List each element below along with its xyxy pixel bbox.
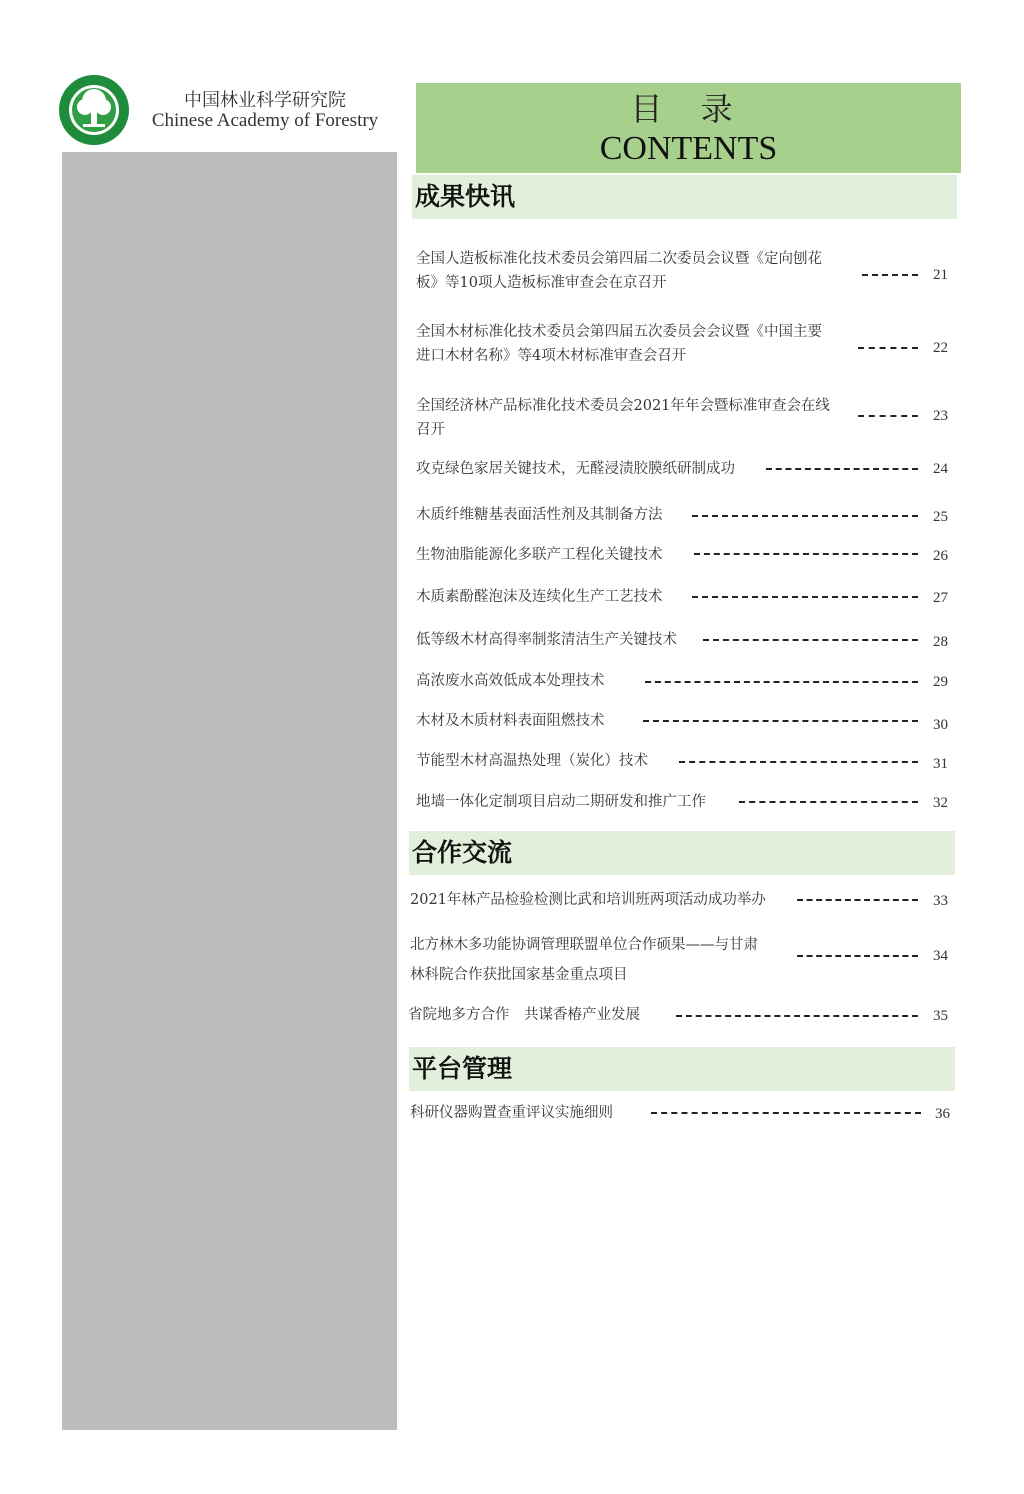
dot-leader xyxy=(694,553,918,555)
toc-entry-line: 2021年林产品检验检测比武和培训班两项活动成功举办 xyxy=(410,892,766,908)
toc-entry-line: 召开 xyxy=(416,422,445,438)
dot-leader xyxy=(766,468,918,470)
page-number: 36 xyxy=(935,1106,950,1122)
dot-leader xyxy=(739,801,918,803)
toc-entry-line: 全国经济林产品标准化技术委员会2021年年会暨标准审查会在线 xyxy=(416,398,830,414)
section-header: 成果快讯 xyxy=(412,175,957,219)
toc-entry[interactable] xyxy=(416,749,676,773)
toc-entry-line: 进口木材名称》等4项木材标准审查会召开 xyxy=(416,348,687,364)
toc-entry-line: 生物油脂能源化多联产工程化关键技术 xyxy=(416,547,663,563)
dot-leader xyxy=(645,681,918,683)
dot-leader xyxy=(679,761,918,763)
page-number: 27 xyxy=(933,590,948,606)
toc-entry-line: 木质纤维糖基表面活性剂及其制备方法 xyxy=(416,507,663,523)
section-header: 平台管理 xyxy=(409,1047,955,1091)
toc-entry[interactable] xyxy=(410,1101,650,1125)
toc-entry[interactable] xyxy=(416,709,646,733)
contents-title-en: CONTENTS xyxy=(599,130,778,167)
contents-header xyxy=(416,83,961,173)
toc-entry[interactable] xyxy=(416,669,646,693)
toc-entry-line: 科研仪器购置查重评议实施细则 xyxy=(410,1105,613,1121)
toc-entry[interactable] xyxy=(410,930,790,990)
dot-leader xyxy=(858,415,918,417)
toc-entry-line: 低等级木材高得率制浆清洁生产关键技术 xyxy=(416,632,677,648)
toc-entry-line: 全国木材标准化技术委员会第四届五次委员会会议暨《中国主要 xyxy=(416,324,822,340)
toc-entry-line: 木材及木质材料表面阻燃技术 xyxy=(416,713,605,729)
page-number: 31 xyxy=(933,756,948,772)
toc-entry[interactable] xyxy=(416,585,716,609)
page-number: 25 xyxy=(933,509,948,525)
toc-entry-line: 高浓废水高效低成本处理技术 xyxy=(416,673,605,689)
contents-title-cn: 目 录 xyxy=(630,90,747,128)
dot-leader xyxy=(797,955,918,957)
page-number: 26 xyxy=(933,548,948,564)
toc-entry-line: 木质素酚醛泡沫及连续化生产工艺技术 xyxy=(416,589,663,605)
dot-leader xyxy=(862,274,918,276)
toc-entry-line: 林科院合作获批国家基金重点项目 xyxy=(410,967,628,983)
section-header: 合作交流 xyxy=(409,831,955,875)
toc-entry[interactable] xyxy=(416,320,856,368)
toc-entry-line: 板》等10项人造板标准审查会在京召开 xyxy=(416,275,667,291)
toc-entry[interactable] xyxy=(416,247,856,295)
page-number: 28 xyxy=(933,634,948,650)
cafs-tree-emblem-icon xyxy=(58,74,130,146)
page-number: 21 xyxy=(933,267,948,283)
toc-entry-line: 地墙一体化定制项目启动二期研发和推广工作 xyxy=(416,794,706,810)
toc-entry[interactable] xyxy=(416,628,716,652)
toc-entry-line: 北方林木多功能协调管理联盟单位合作硕果——与甘肃 xyxy=(410,937,758,953)
page-number: 35 xyxy=(933,1008,948,1024)
toc-entry[interactable] xyxy=(416,790,736,814)
toc-entry[interactable] xyxy=(416,503,716,527)
gray-side-panel xyxy=(62,152,397,1430)
page-number: 33 xyxy=(933,893,948,909)
dot-leader xyxy=(703,639,918,641)
page-number: 30 xyxy=(933,717,948,733)
organization-name-cn: 中国林业科学研究院 xyxy=(184,90,346,111)
toc-entry[interactable] xyxy=(416,394,856,442)
organization-name-en: Chinese Academy of Forestry xyxy=(151,110,379,131)
page-number: 24 xyxy=(933,461,948,477)
dot-leader xyxy=(651,1112,921,1114)
page-number: 34 xyxy=(933,948,948,964)
dot-leader xyxy=(676,1015,918,1017)
dot-leader xyxy=(643,720,918,722)
page-number: 22 xyxy=(933,340,948,356)
toc-entry-line: 全国人造板标准化技术委员会第四届二次委员会议暨《定向刨花 xyxy=(416,251,822,267)
page-number: 23 xyxy=(933,408,948,424)
page-number: 29 xyxy=(933,674,948,690)
dot-leader xyxy=(692,596,918,598)
toc-entry-line: 省院地多方合作 共谋香椿产业发展 xyxy=(408,1007,640,1023)
page-number: 32 xyxy=(933,795,948,811)
dot-leader xyxy=(858,347,918,349)
dot-leader xyxy=(692,515,918,517)
toc-entry-line: 攻克绿色家居关键技术，无醛浸渍胶膜纸研制成功 xyxy=(416,461,735,477)
dot-leader xyxy=(797,899,918,901)
toc-entry[interactable] xyxy=(408,1003,678,1027)
toc-entry[interactable] xyxy=(416,543,716,567)
toc-entry[interactable] xyxy=(410,888,790,912)
toc-entry-line: 节能型木材高温热处理（炭化）技术 xyxy=(416,753,648,769)
toc-entry[interactable] xyxy=(416,457,776,481)
